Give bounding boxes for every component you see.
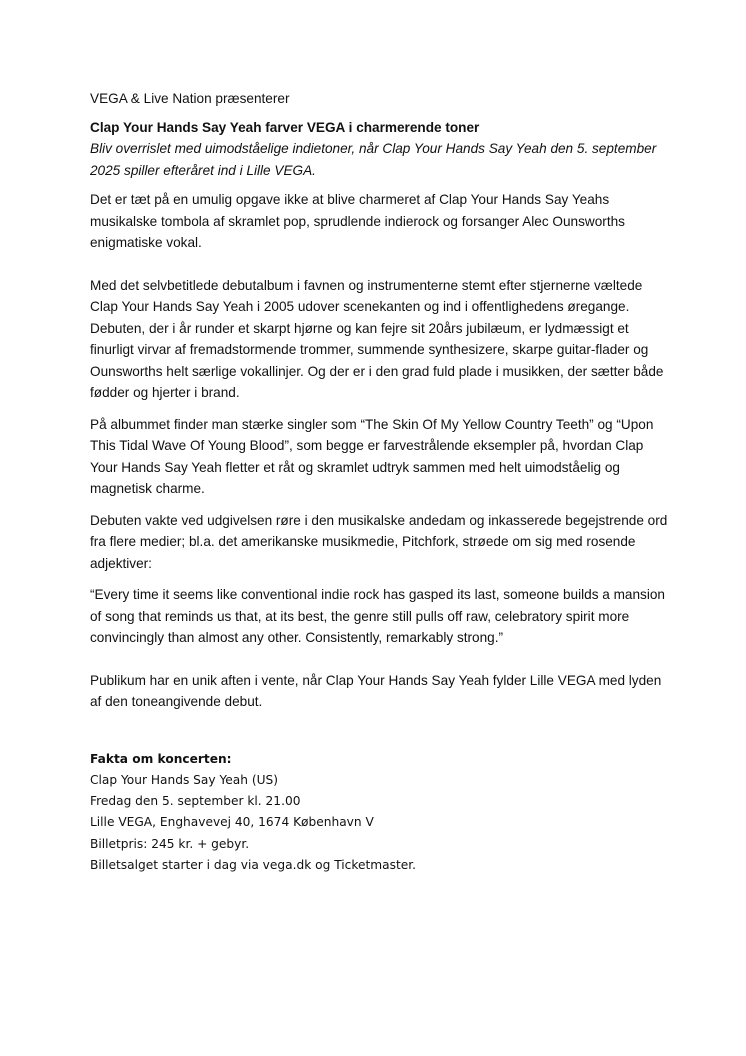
presenter-line: VEGA & Live Nation præsenterer bbox=[90, 91, 290, 106]
subheadline: Bliv overrislet med uimodståelige indietoner, når Clap Your Hands Say Yeah den 5. september 2025 spiller efteråret ind i Lille VEGA. bbox=[90, 141, 657, 178]
facts-price: Billetpris: 245 kr. + gebyr. bbox=[90, 836, 250, 851]
singles-paragraph: På albummet finder man stærke singler som “The Skin Of My Yellow Country Teeth” og “Upon This Tidal Wave Of Young Blood”, som begge er farvestrålende eksempler på, hvordan Clap Your Hands Say Yeah fletter et råt og skramlet udtryk sammen med helt uimodståelig og magnetisk charme. bbox=[90, 416, 654, 496]
facts-venue: Lille VEGA, Enghavevej 40, 1674 København V bbox=[90, 815, 374, 830]
closing-paragraph: Publikum har en unik aften i vente, når Clap Your Hands Say Yeah fylder Lille VEGA med lyden af den toneangivende debut. bbox=[90, 672, 662, 709]
headline: Clap Your Hands Say Yeah farver VEGA i charmerende toner bbox=[90, 119, 480, 135]
facts-date: Fredag den 5. september kl. 21.00 bbox=[90, 794, 301, 809]
intro-paragraph: Det er tæt på en umulig opgave ikke at blive charmeret af Clap Your Hands Say Yeahs musikalske tombola af skramlet pop, sprudlende indierock og forsanger Alec Ounsworths enigmatiske vokal. bbox=[90, 192, 625, 250]
facts-ticket-sale: Billetsalget starter i dag via vega.dk og Ticketmaster. bbox=[90, 857, 416, 872]
pitchfork-quote: “Every time it seems like conventional indie rock has gasped its last, someone builds a mansion of song that reminds us that, at its best, the genre still pulls off raw, celebratory spirit more convincingly than almost any other. Consistently, remarkably strong.” bbox=[90, 587, 665, 645]
reception-paragraph: Debuten vakte ved udgivelsen røre i den musikalske andedam og inkasserede begejstrende ord fra flere medier; bl.a. det amerikanske musikmedie, Pitchfork, strøede om sig med rosende adjektiver: bbox=[90, 512, 668, 571]
facts-artist: Clap Your Hands Say Yeah (US) bbox=[90, 772, 279, 787]
concert-facts bbox=[90, 749, 670, 877]
debut-paragraph: Med det selvbetitlede debutalbum i favnen og instrumenterne stemt efter stjernerne væltede Clap Your Hands Say Yeah i 2005 udover scenekanten og ind i offentlighedens øregange. Debuten, der i år runder et skarpt hjørne og kan fejre sit 20års jubilæum, er lydmæssigt et finurligt virvar af fremadstormende trommer, summende synthesizere, skarpe guitar-flader og Ounsworths helt særlige vokallinjer. Og der er i den grad fuld plade i musikken, der sætter både fødder og hjerter i brand. bbox=[90, 277, 664, 400]
facts-title: Fakta om koncerten: bbox=[90, 751, 232, 766]
press-release-document bbox=[90, 88, 670, 876]
